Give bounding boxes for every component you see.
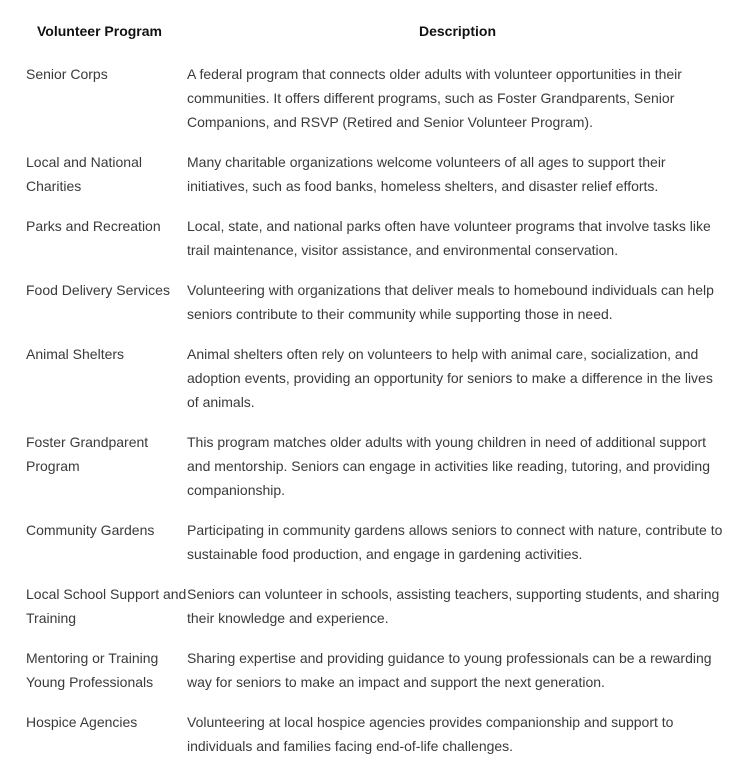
program-description: A federal program that connects older adults with volunteer opportunities in their communities. It offers different programs, such as Foster Grandparents, Senior Companions, and RSVP (Retired and Senior Volunteer Program).: [187, 66, 682, 130]
table-row: [0, 518, 753, 582]
table-row: [0, 430, 753, 518]
table-row: [0, 214, 753, 278]
header-description: Description: [419, 23, 497, 39]
program-name: Hospice Agencies: [26, 714, 138, 730]
table-header-row: [0, 0, 753, 62]
program-description: Many charitable organizations welcome volunteers of all ages to support their initiatives, such as food banks, homeless shelters, and disaster relief efforts.: [187, 154, 666, 194]
program-name: Local and National Charities: [26, 154, 142, 194]
program-description: Sharing expertise and providing guidance to young professionals can be a rewarding way for seniors to make an impact and support the next generation.: [187, 650, 712, 690]
table-row: [0, 582, 753, 646]
table-row: [0, 62, 753, 150]
program-name: Animal Shelters: [26, 346, 125, 362]
program-description: Animal shelters often rely on volunteers to help with animal care, socialization, and adoption events, providing an opportunity for seniors to make a difference in the lives of animals.: [187, 346, 713, 410]
program-name: Senior Corps: [26, 66, 108, 82]
program-name: Local School Support and Training: [26, 586, 187, 626]
table-row: [0, 710, 753, 770]
program-name: Food Delivery Services: [26, 282, 170, 298]
program-description: Local, state, and national parks often have volunteer programs that involve tasks like trail maintenance, visitor assistance, and environmental conservation.: [187, 218, 711, 258]
header-volunteer-program: Volunteer Program: [37, 23, 162, 39]
program-description: This program matches older adults with young children in need of additional support and mentorship. Seniors can engage in activities like reading, tutoring, and providing companionship.: [187, 434, 710, 498]
program-name: Community Gardens: [26, 522, 155, 538]
table-row: [0, 342, 753, 430]
program-description: Volunteering at local hospice agencies provides companionship and support to individuals and families facing end-of-life challenges.: [187, 714, 674, 754]
table-row: [0, 150, 753, 214]
program-description: Volunteering with organizations that deliver meals to homebound individuals can help seniors contribute to their community while supporting those in need.: [187, 282, 714, 322]
table-row: [0, 278, 753, 342]
program-name: Mentoring or Training Young Professionals: [26, 650, 159, 690]
table-row: [0, 646, 753, 710]
program-name: Foster Grandparent Program: [26, 434, 149, 474]
program-description: Participating in community gardens allows seniors to connect with nature, contribute to sustainable food production, and engage in gardening activities.: [187, 522, 723, 562]
program-description: Seniors can volunteer in schools, assisting teachers, supporting students, and sharing their knowledge and experience.: [187, 586, 720, 626]
program-name: Parks and Recreation: [26, 218, 161, 234]
